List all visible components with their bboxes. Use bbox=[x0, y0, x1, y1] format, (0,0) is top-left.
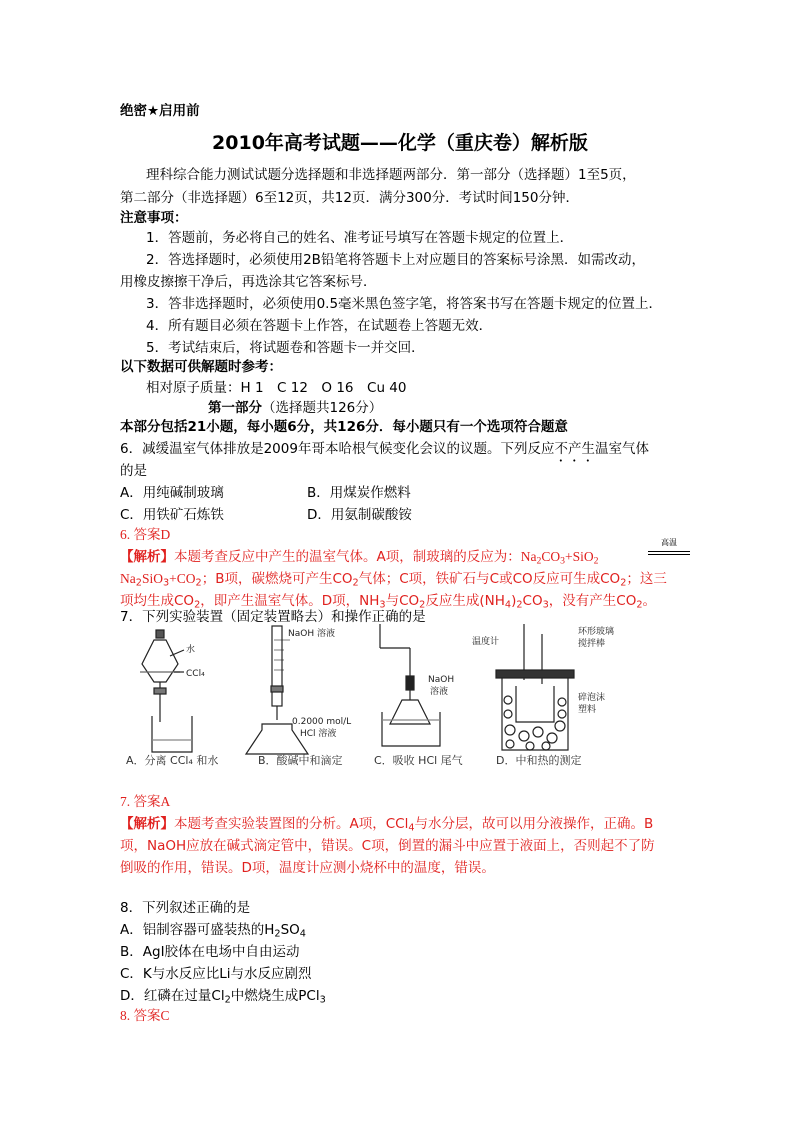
notes-heading: 注意事项： bbox=[120, 210, 188, 226]
apparatus-d-calorimeter bbox=[496, 624, 574, 750]
part1-title-bold: 第一部分 bbox=[208, 400, 262, 416]
label-hcl-solution: HCl 溶液 bbox=[300, 729, 337, 739]
data-ref-heading: 以下数据可供解题时参考： bbox=[120, 359, 282, 375]
caption-a: A．分离 CCl₄ 和水 bbox=[126, 754, 219, 767]
q8-option-a: A．铝制容器可盛装热的$H_2SO_4$ bbox=[120, 922, 306, 940]
q7-answer: 7. 答案A bbox=[120, 794, 171, 809]
q7-stem: 7．下列实验装置（固定装置略去）和操作正确的是 bbox=[120, 609, 426, 625]
q6-expl-1: 本题考查反应中产生的温室气体。A项，制玻璃的反应为： bbox=[174, 549, 521, 565]
label-foam-1: 碎泡沫 bbox=[578, 693, 606, 703]
reaction-condition: 高温 bbox=[661, 538, 677, 547]
q6-option-d: D．用氨制碳酸铵 bbox=[307, 507, 412, 523]
q6-explanation-line2: $Na_2SiO_3+CO_2$；B项，碳燃烧可产生$CO_2$气体；C项，铁矿石与C或CO反应可生成$CO_2$；这三 bbox=[120, 571, 667, 589]
q7-explanation-line2: 项，NaOH应放在碱式滴定管中，错误。C项，倒置的漏斗中应置于液面上，否则起不了防 bbox=[120, 838, 655, 854]
reaction-equal-line-top bbox=[648, 551, 690, 552]
q6-stem-emph: 不产生 bbox=[554, 441, 595, 457]
note-4: 4．所有题目必须在答题卡上作答，在试题卷上答题无效． bbox=[146, 318, 493, 334]
page-title: 2010年高考试题——化学（重庆卷）解析版 bbox=[212, 132, 588, 154]
q6-option-c: C．用铁矿石炼铁 bbox=[120, 507, 224, 523]
part1-instruction: 本部分包括21小题，每小题6分，共126分．每小题只有一个选项符合题意 bbox=[120, 419, 568, 435]
atomic-masses: 相对原子质量：H 1 C 12 O 16 Cu 40 bbox=[146, 380, 407, 396]
label-water: 水 bbox=[186, 645, 196, 655]
note-2b: 用橡皮擦擦干净后，再选涂其它答案标号． bbox=[120, 274, 377, 290]
label-ccl4: CCl₄ bbox=[186, 669, 205, 679]
note-5: 5．考试结束后，将试题卷和答题卡一并交回． bbox=[146, 340, 425, 356]
q8-option-c: C．K与水反应比Li与水反应剧烈 bbox=[120, 966, 312, 982]
q6-stem-a: 6．减缓温室气体排放是2009年哥本哈根气候变化会议的议题。下列反应 bbox=[120, 441, 555, 457]
label-foam-2: 塑料 bbox=[578, 705, 597, 715]
intro-line-1: 理科综合能力测试试题分选择题和非选择题两部分．第一部分（选择题）1至5页， bbox=[146, 167, 636, 183]
apparatus-b-titration bbox=[246, 626, 308, 754]
label-naoh-solution: NaOH 溶液 bbox=[288, 629, 335, 639]
note-2a: 2．答选择题时，必须使用2B铅笔将答题卡上对应题目的答案标号涂黑．如需改动， bbox=[146, 252, 645, 268]
q6-option-b: B．用煤炭作燃料 bbox=[307, 485, 411, 501]
label-stirrer-2: 搅拌棒 bbox=[578, 639, 606, 649]
apparatus-c-absorption bbox=[380, 624, 440, 746]
label-stirrer-1: 环形玻璃 bbox=[578, 627, 615, 637]
q6-stem-b: 温室气体 bbox=[594, 441, 649, 457]
q6-option-a: A．用纯碱制玻璃 bbox=[120, 485, 224, 501]
q8-option-d: D．红磷在过量$Cl_2$中燃烧生成PCl$_3$ bbox=[120, 988, 326, 1006]
intro-line-2: 第二部分（非选择题）6至12页，共12页．满分300分．考试时间150分钟． bbox=[120, 190, 579, 206]
secret-label: 绝密★启用前 bbox=[120, 103, 200, 119]
label-naoh: NaOH bbox=[428, 675, 455, 685]
label-solution: 溶液 bbox=[430, 687, 449, 697]
part1-title-rest: （选择题共126分） bbox=[262, 400, 383, 416]
q7-apparatus-figure bbox=[112, 620, 692, 770]
caption-d: D．中和热的测定 bbox=[496, 754, 582, 767]
label-concentration: 0.2000 mol/L bbox=[292, 717, 352, 727]
label-thermometer: 温度计 bbox=[472, 637, 500, 647]
q6-explanation-line1 bbox=[120, 545, 598, 565]
q7-explanation-line1: 【解析】本题考查实验装置图的分析。A项，CCl$_4$与水分层，故可以用分液操作，正确。B bbox=[120, 816, 654, 834]
caption-c: C．吸收 HCl 尾气 bbox=[374, 754, 463, 767]
q6-answer: 6. 答案D bbox=[120, 527, 171, 542]
q6-reaction-reactants: $Na_2CO_3+SiO_2$ bbox=[520, 549, 599, 567]
caption-b: B．酸碱中和滴定 bbox=[258, 754, 343, 767]
part1-title bbox=[208, 396, 382, 416]
q6-stem-line1 bbox=[120, 437, 649, 465]
reaction-equal-line-bottom bbox=[648, 554, 690, 555]
q6-explanation-line3: 项均生成$CO_2$，即产生温室气体。D项，$NH_3$与$CO_2$反应生成$(NH_4)_2CO_3$，没有产生$CO_2$。 bbox=[120, 593, 657, 611]
note-1: 1．答题前，务必将自己的姓名、准考证号填写在答题卡规定的位置上． bbox=[146, 230, 574, 246]
q6-expl-tag: 【解析】 bbox=[120, 549, 174, 565]
q8-option-b: B．AgI胶体在电场中自由运动 bbox=[120, 944, 300, 960]
q8-answer: 8. 答案C bbox=[120, 1008, 170, 1023]
q8-stem: 8．下列叙述正确的是 bbox=[120, 900, 251, 916]
q6-stem-line2: 的是 bbox=[120, 463, 147, 479]
apparatus-a-separatory-funnel bbox=[140, 630, 192, 752]
q7-explanation-line3: 倒吸的作用，错误。D项，温度计应测小烧杯中的温度，错误。 bbox=[120, 860, 495, 876]
note-3: 3．答非选择题时，必须使用0.5毫米黑色签字笔，将答案书写在答题卡规定的位置上． bbox=[146, 296, 663, 312]
